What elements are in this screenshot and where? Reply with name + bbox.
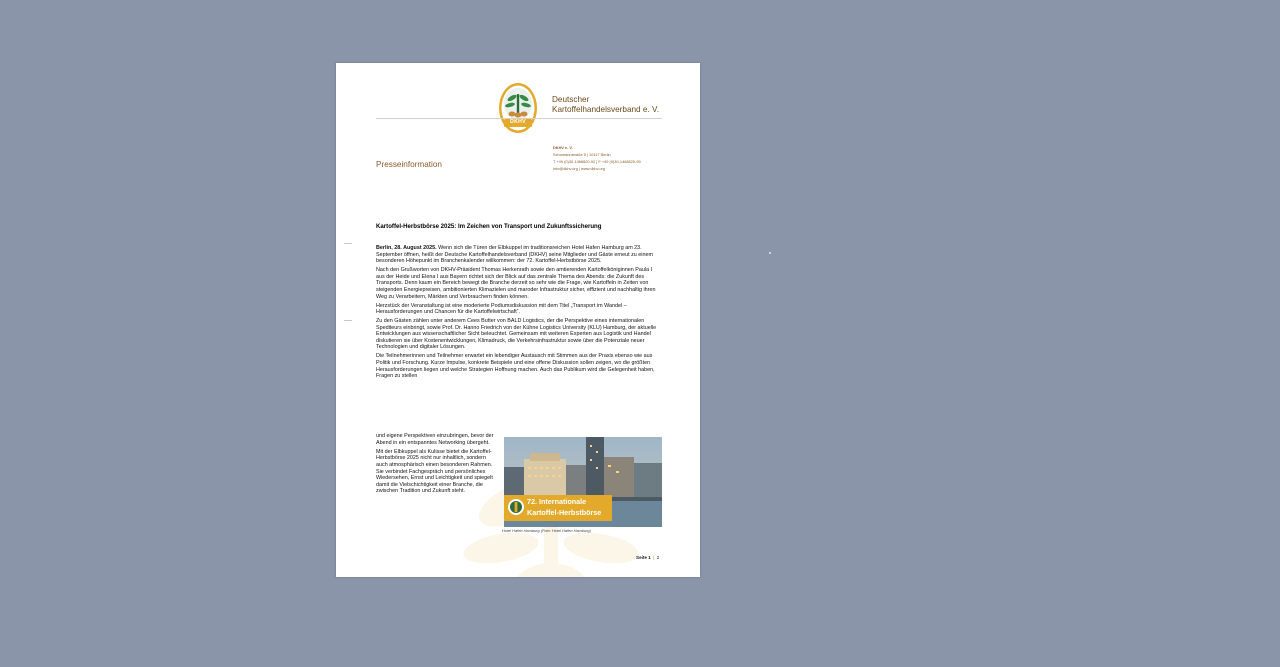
wrapped-text-column xyxy=(376,433,498,498)
fold-mark-top xyxy=(344,243,352,244)
organization-name-line2: Kartoffelhandelsverband e. V. xyxy=(552,104,659,114)
organization-name xyxy=(552,95,682,114)
event-photo xyxy=(504,437,662,527)
paragraph-5-continued: und eigene Perspektiven einzubringen, bevor der Abend in ein entspanntes Networking übergeht. xyxy=(376,433,494,446)
paragraph-1 xyxy=(376,245,662,265)
image-caption: Hotel Hafen Hamburg (Foto: Hotel Hafen Hamburg) xyxy=(502,528,591,533)
image-banner-line1: 72. Internationale xyxy=(527,497,587,506)
paragraph-2: Nach den Grußworten von DKHV-Präsident Thomas Herkenrath sowie den amtierenden Kartoffelköniginnen Paula I aus der Heide und Elena I aus Bayern richtet sich der Blick auf das zentrale Thema des Abends: die Zukunft des Transports. Denn kaum ein Bereich bewegt die Branche derzeit so sehr wie die Frage, wie Kartoffeln in Zeiten von steigenden Energiepreisen, ambitionierten Klimazielen und maroder Infrastruktur sicher, effizient und nachhaltig ihren Weg zu Verarbeitern, Märkten und Verbrauchern finden können. xyxy=(376,267,656,300)
header-divider xyxy=(376,118,662,119)
logo-text: DKHV xyxy=(510,119,526,125)
address-line-street: Schumannstraße 5 | 10117 Berlin xyxy=(553,152,611,157)
press-headline: Kartoffel-Herbstbörse 2025: Im Zeichen von Transport und Zukunftssicherung xyxy=(376,223,602,230)
document-page[interactable] xyxy=(336,63,700,577)
fold-mark-middle xyxy=(344,320,352,321)
address-line-phone: T +49 (0)30-1468820-92 | F +49 (0)30-1468820-99 xyxy=(553,159,641,164)
address-line-web: info@dkhv.org | www.dkhv.org xyxy=(553,166,605,171)
section-label: Presseinformation xyxy=(376,160,442,169)
page-separator: | xyxy=(653,555,655,560)
paragraph-3: Herzstück der Veranstaltung ist eine moderierte Podiumsdiskussion mit dem Titel „Transport im Wandel – Herausforderungen und Chancen für die Kartoffelwirtschaft“. xyxy=(376,302,627,316)
image-banner-line2: Kartoffel-Herbstbörse xyxy=(527,508,602,517)
paragraph-4: Zu den Gästen zählen unter anderem Cees Butter von BALD Logistics, der die Perspektive eines internationalen Spediteurs einbringt, sowie Prof. Dr. Hanno Friedrich von der Kühne Logistics University (KLU) Hamburg, der aktuelle Entwicklungen aus wissenschaftlicher Sicht beleuchtet. Gemeinsam mit weiteren Experten aus Logistik und Handel diskutieren sie über Kostenentwicklungen, Klimadruck, die Verkehrsinfrastruktur sowie über die Potenziale neuer Technologien und digitaler Lösungen. xyxy=(376,318,657,351)
address-line-org: DKHV e. V. xyxy=(553,145,573,150)
mouse-pointer-dot xyxy=(769,252,771,254)
body-text xyxy=(376,245,662,382)
paragraph-5: Die Teilnehmerinnen und Teilnehmer erwartet ein lebendiger Austausch mit Stimmen aus der Praxis ebenso wie aus Politik und Forschung. Kurze Impulse, konkrete Beispiele und eine offene Diskussion sollen zeigen, wo die größten Herausforderungen liegen und welche Strategien Hoffnung machen. Auch das Publikum wird die Gelegenheit haben, Fragen zu stellen xyxy=(376,353,655,380)
page-total: 2 xyxy=(656,555,660,560)
organization-name-line1: Deutscher xyxy=(552,95,590,104)
page-label: Seite xyxy=(636,555,647,560)
page-current: 1 xyxy=(648,555,651,560)
dkhv-logo xyxy=(498,82,538,134)
paragraph-1-text: Wenn sich die Türen der Elbkuppel im traditionsreichen Hotel Hafen Hamburg am 23. September öffnen, heißt der Deutsche Kartoffelhandelsverband (DKHV) seine Mitglieder und Gäste erneut zu einem besonderen Höhepunkt im Branchenkalender willkommen: der 72. Kartoffel-Herbstbörse 2025. xyxy=(376,245,653,265)
dateline: Berlin, 28. August 2025. xyxy=(376,245,437,251)
paragraph-6: Mit der Elbkuppel als Kulisse bietet die Kartoffel-Herbstbörse 2025 nicht nur inhaltlich, sondern auch atmosphärisch einen besonderen Rahmen. Sie verbindet Fachgespräch und persönliches Wiedersehen, Ernst und Leichtigkeit und spiegelt damit die Vielschichtigkeit einer Branche, die zwischen Tradition und Zukunft steht. xyxy=(376,448,493,495)
page-number xyxy=(636,555,659,560)
address-block xyxy=(553,144,673,172)
